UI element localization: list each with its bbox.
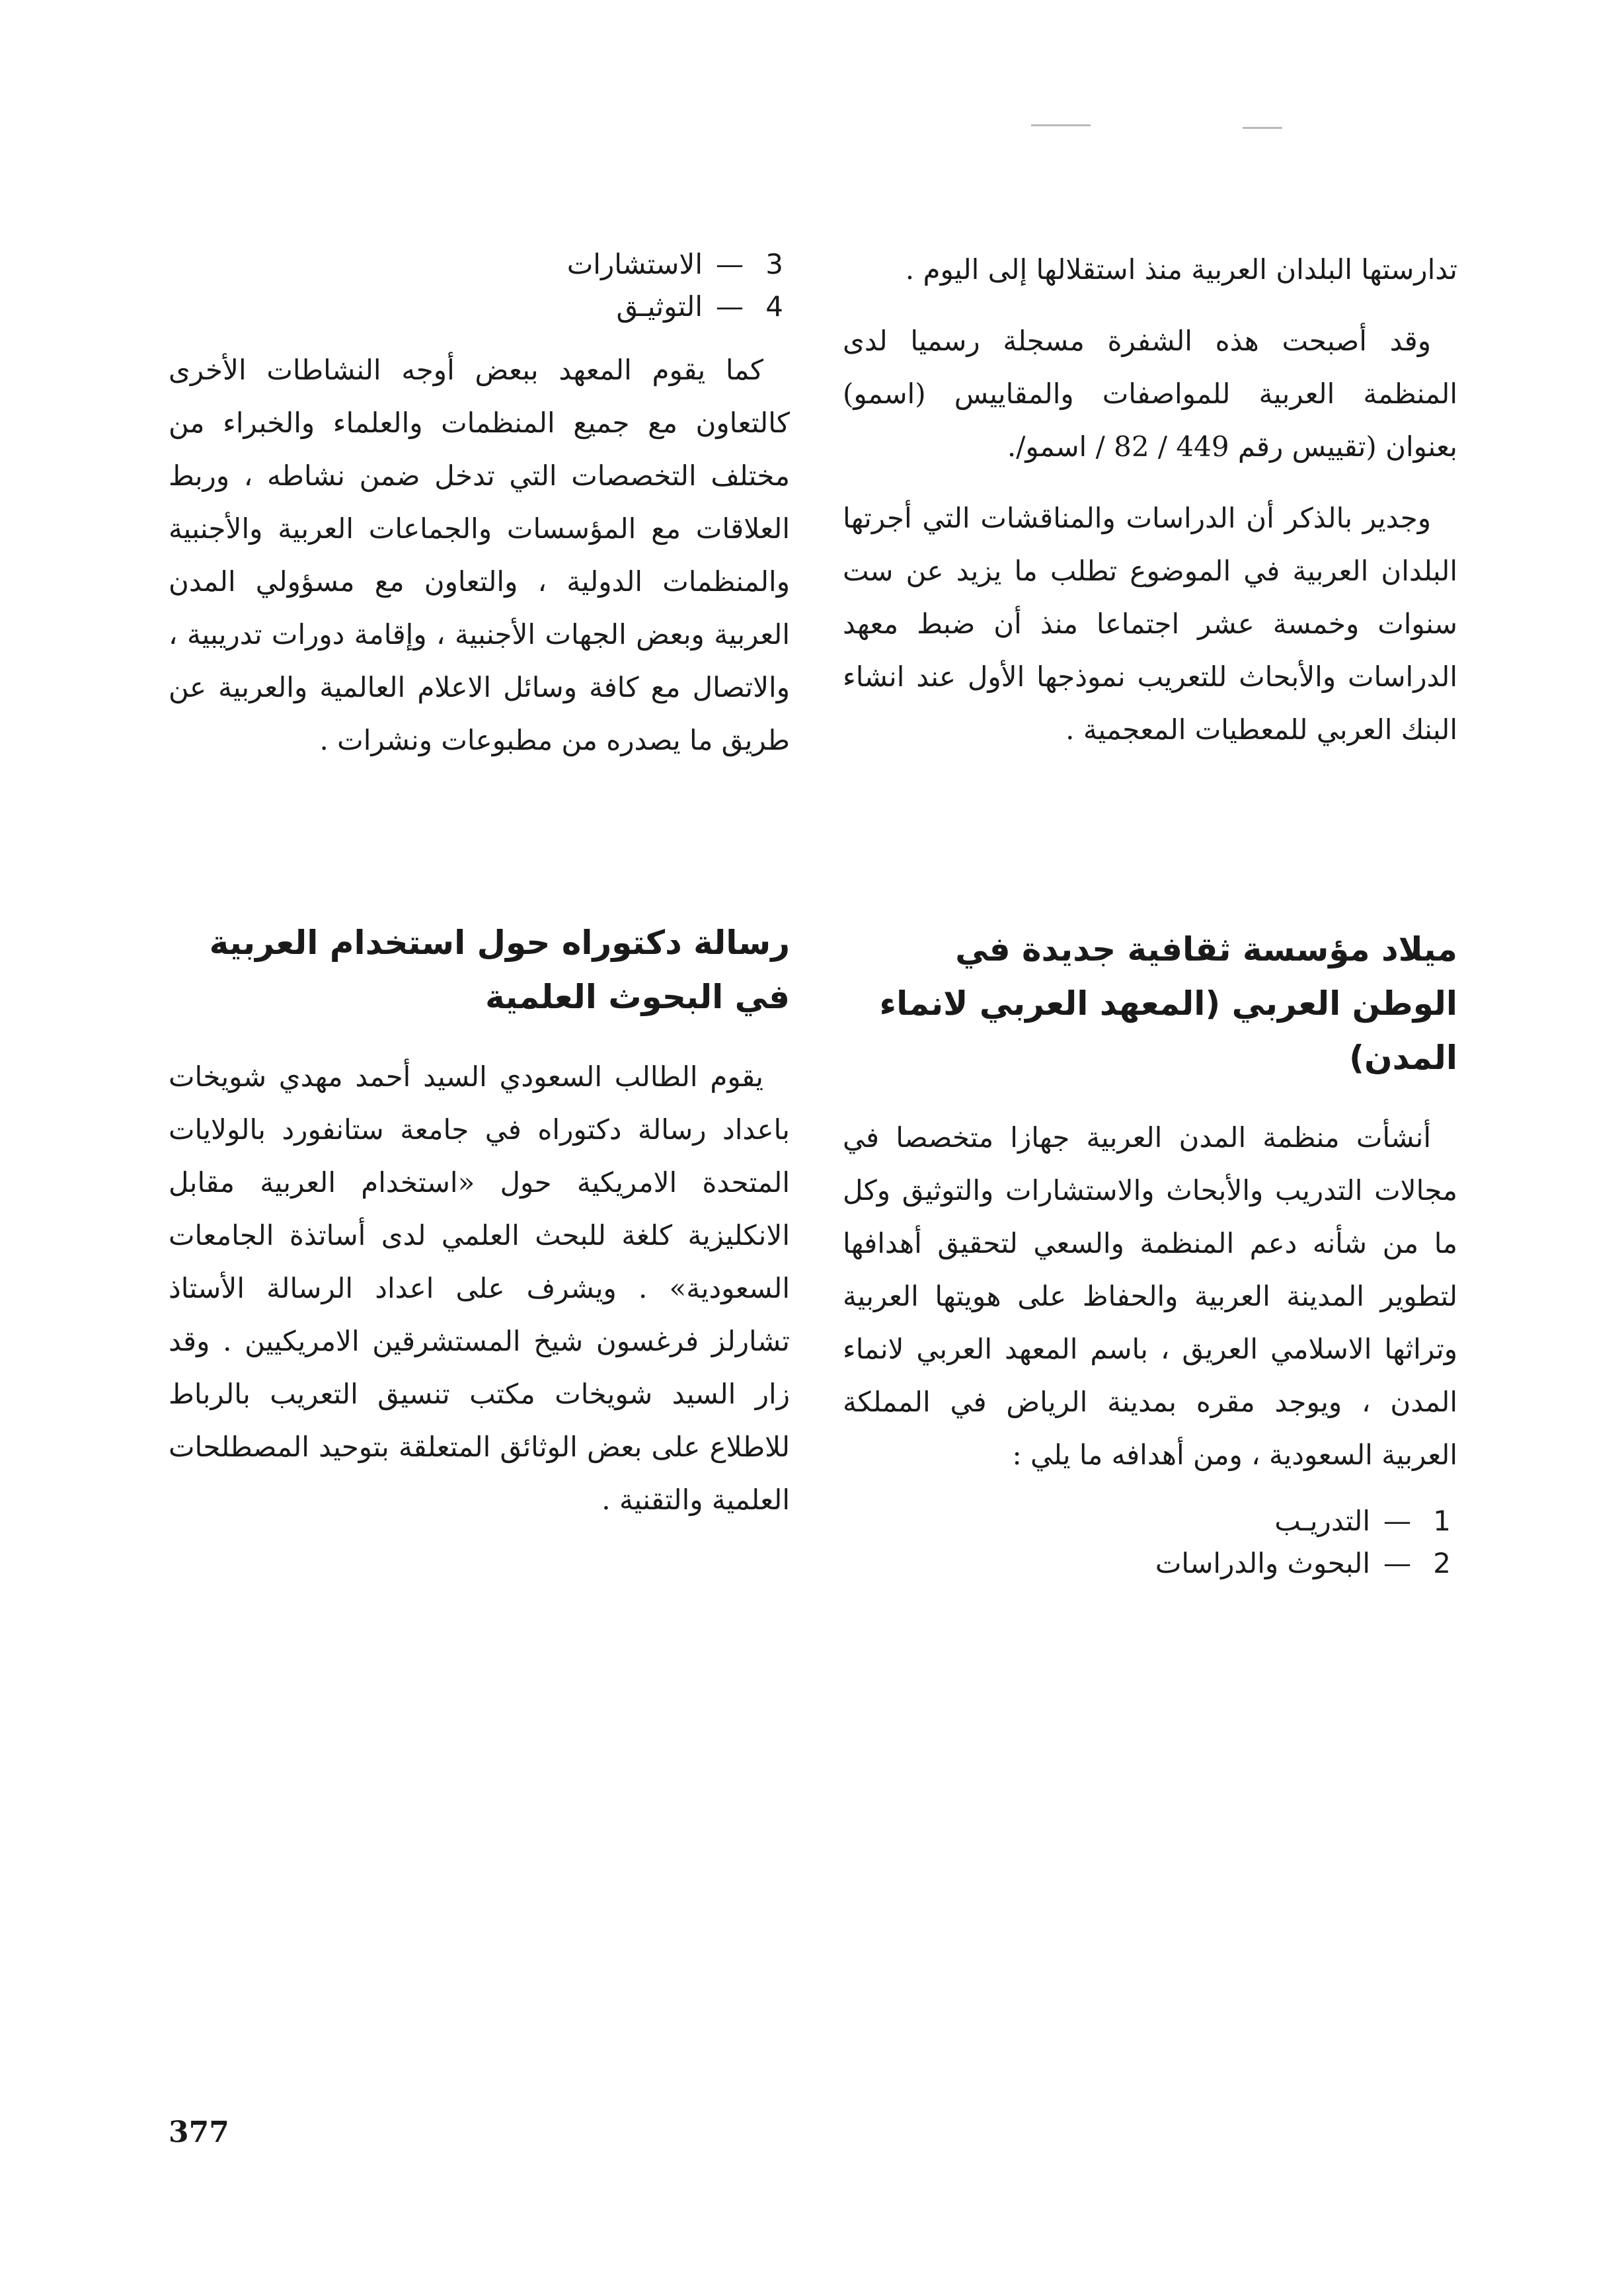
- list-item: [843, 1500, 1457, 1542]
- list-number: 1: [1433, 1505, 1451, 1537]
- list-text: التوثيـق: [616, 290, 703, 323]
- paragraph: أنشأت منظمة المدن العربية جهازا متخصصا في مجالات التدريب والأبحاث والاستشارات والتوثيق وكل ما من شأنه دعم المنظمة والسعي لتحقيق أهدافها لتطوير المدينة العربية والحفاظ على هويتها العربية وتراثها الاسلامي العريق ، باسم المعهد العربي لانماء المدن ، ويوجد مقره بمدينة الرياض في المملكة العربية السعودية ، ومن أهدافه ما يلي :: [843, 1121, 1457, 1471]
- list-item: [843, 1542, 1457, 1585]
- list-number: 2: [1433, 1547, 1451, 1579]
- list-item: [169, 243, 790, 286]
- list-dash: —: [1383, 1505, 1411, 1537]
- paragraph: يقوم الطالب السعودي السيد أحمد مهدي شويخات باعداد رسالة دكتوراه في جامعة ستانفورد بالولايات المتحدة الامريكية حول «استخدام العربية مقابل الانكليزية كلغة للبحث العلمي لدى أساتذة الجامعات السعودية» . ويشرف على اعداد الرسالة الأستاذ تشارلز فرغسون شيخ المستشرقين الامريكيين . وقد زار السيد شويخات مكتب تنسيق التعريب بالرباط للاطلاع على بعض الوثائق المتعلقة بتوحيد المصطلحات العلمية والتقنية .: [169, 1060, 790, 1516]
- scan-artifact: [1031, 124, 1091, 126]
- section-heading: ميلاد مؤسسة ثقافية جديدة في الوطن العربي (المعهد العربي لانماء المدن): [879, 930, 1457, 1077]
- paragraph: كما يقوم المعهد ببعض أوجه النشاطات الأخرى كالتعاون مع جميع المنظمات والعلماء والخبراء من مختلف التخصصات التي تدخل ضمن نشاطه ، وربط العلاقات مع المؤسسات والجماعات العربية والأجنبية والمنظمات الدولية ، والتعاون مع مسؤولي المدن العربية وبعض الجهات الأجنبية ، وإقامة دورات تدريبية ، والاتصال مع كافة وسائل الاعلام العالمية والعربية عن طريق ما يصدره من مطبوعات ونشرات .: [169, 354, 790, 756]
- objectives-list-continued: [169, 243, 790, 328]
- paragraph: تدارستها البلدان العربية منذ استقلالها إلى اليوم .: [905, 253, 1457, 286]
- scan-artifact: [1243, 127, 1282, 129]
- left-column-lower: [169, 916, 790, 1545]
- list-text: البحوث والدراسات: [1155, 1547, 1370, 1579]
- list-item: [169, 286, 790, 328]
- list-dash: —: [716, 248, 744, 280]
- right-column-upper: [843, 243, 1457, 775]
- section-heading: رسالة دكتوراه حول استخدام العربية في البحوث العلمية: [209, 924, 790, 1016]
- list-dash: —: [716, 290, 744, 323]
- list-dash: —: [1383, 1547, 1411, 1579]
- right-column-lower: [843, 922, 1457, 1585]
- list-number: 3: [765, 248, 783, 280]
- left-column-upper: [169, 243, 790, 785]
- paragraph: وقد أصبحت هذه الشفرة مسجلة رسميا لدى المنظمة العربية للمواصفات والمقاييس (اسمو) بعنوان (تقييس رقم 449 / 82 / اسمو/.: [843, 325, 1457, 463]
- objectives-list: [843, 1500, 1457, 1585]
- paragraph: وجدير بالذكر أن الدراسات والمناقشات التي أجرتها البلدان العربية في الموضوع تطلب ما يزيد عن ست سنوات وخمسة عشر اجتماعا منذ أن ضبط معهد الدراسات والأبحاث للتعريب نموذجها الأول عند انشاء البنك العربي للمعطيات المعجمية .: [843, 502, 1457, 746]
- list-text: التدريـب: [1274, 1505, 1370, 1537]
- list-number: 4: [765, 290, 783, 323]
- page-number: 377: [169, 2116, 229, 2149]
- list-text: الاستشارات: [566, 248, 703, 280]
